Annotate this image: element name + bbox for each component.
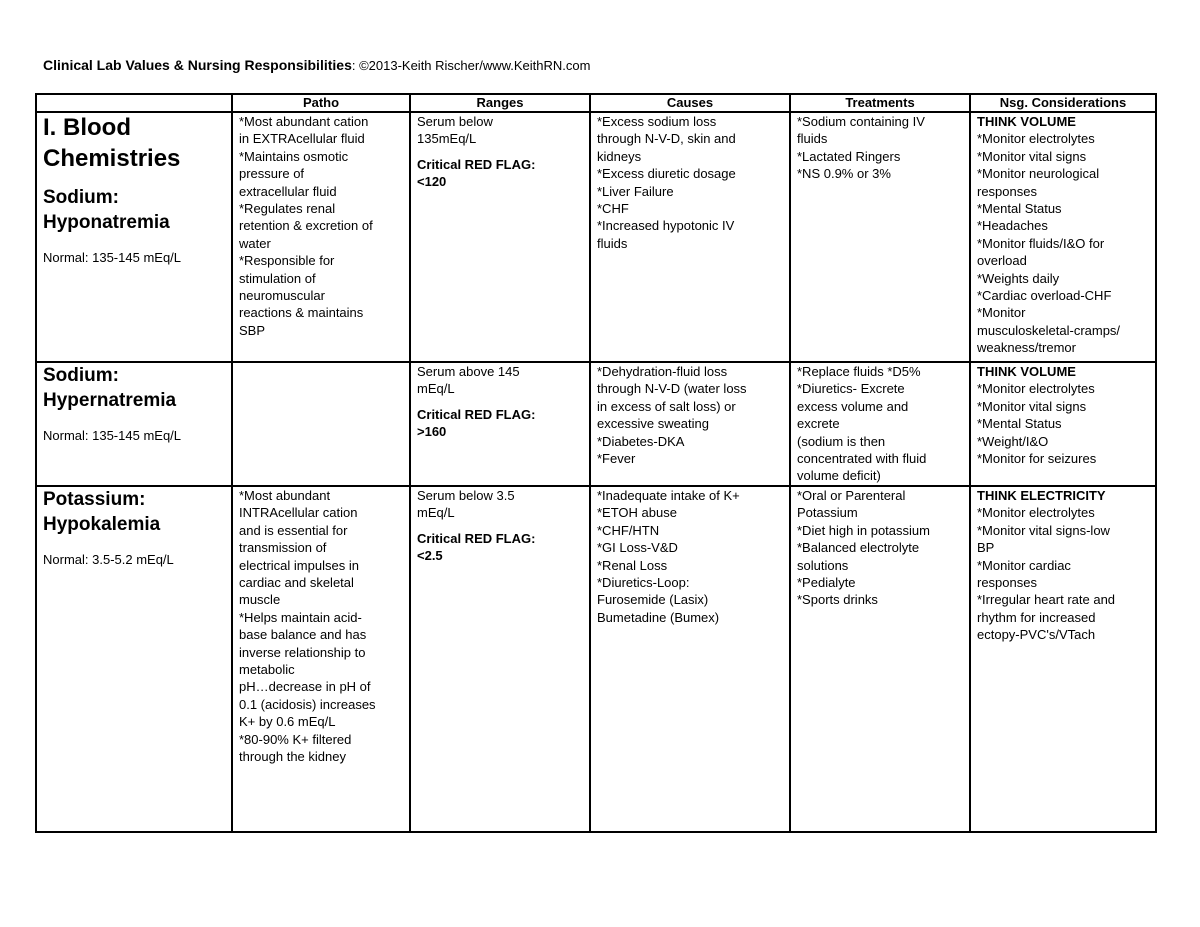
treatments-cell: *Oral or Parenteral Potassium *Diet high in potassium *Balanced electrolyte solutions *Pedialyte *Sports drinks (790, 486, 970, 832)
patho-cell: *Most abundant INTRAcellular cation and is essential for transmission of electrical impulses in cardiac and skeletal muscle *Helps maintain acid- base balance and has inverse relationship to metabolic pH…decrease in pH of 0.1 (acidosis) increases K+ by 0.6 mEq/L *80-90% K+ filtered through the kidney (232, 486, 410, 832)
nsg-considerations-cell: THINK ELECTRICITY *Monitor electrolytes *Monitor vital signs-low BP *Monitor cardiac responses *Irregular heart rate and rhythm for increased ectopy-PVC's/VTach (970, 486, 1156, 832)
table-row-hypernatremia (36, 362, 1156, 486)
normal-range: Normal: 135-145 mEq/L (43, 428, 182, 443)
document-title (43, 57, 590, 73)
patho-cell (232, 362, 410, 486)
header-ranges: Ranges (410, 94, 590, 112)
normal-range: Normal: 3.5-5.2 mEq/L (43, 552, 174, 567)
causes-cell: *Inadequate intake of K+ *ETOH abuse *CHF/HTN *GI Loss-V&D *Renal Loss *Diuretics-Loop: Furosemide (Lasix) Bumetadine (Bumex) (590, 486, 790, 832)
condition-name: Potassium: Hypokalemia (43, 489, 161, 535)
treatments-cell: *Sodium containing IV fluids *Lactated Ringers *NS 0.9% or 3% (790, 112, 970, 362)
category-cell (36, 486, 232, 832)
document-title-main: Clinical Lab Values & Nursing Responsibilities (43, 57, 352, 73)
header-causes: Causes (590, 94, 790, 112)
critical-flag-value: <2.5 (417, 548, 443, 564)
document-title-credit: : ©2013-Keith Rischer/www.KeithRN.com (351, 58, 591, 73)
ranges-cell: Serum above 145 mEq/L Critical RED FLAG: >160 (410, 362, 590, 486)
patho-cell: *Most abundant cation in EXTRAcellular fluid *Maintains osmotic pressure of extracellular fluid *Regulates renal retention & excretion of water *Responsible for stimulation of neuromuscular reactions & maintains SBP (232, 112, 410, 362)
causes-cell: *Excess sodium loss through N-V-D, skin and kidneys *Excess diuretic dosage *Liver Failure *CHF *Increased hypotonic IV fluids (590, 112, 790, 362)
table-header-row (36, 94, 1156, 112)
causes-cell: *Dehydration-fluid loss through N-V-D (water loss in excess of salt loss) or excessive sweating *Diabetes-DKA *Fever (590, 362, 790, 486)
nsg-heading: THINK VOLUME (977, 364, 1076, 379)
ranges-cell: Serum below 3.5 mEq/L Critical RED FLAG: <2.5 (410, 486, 590, 832)
table-row-hypokalemia (36, 486, 1156, 832)
lab-values-table (35, 93, 1157, 833)
category-cell (36, 112, 232, 362)
nsg-heading: THINK ELECTRICITY (977, 488, 1106, 503)
treatments-cell: *Replace fluids *D5% *Diuretics- Excrete excess volume and excrete (sodium is then concentrated with fluid volume deficit) (790, 362, 970, 486)
nsg-considerations-cell: THINK VOLUME *Monitor electrolytes *Monitor vital signs *Monitor neurological responses *Mental Status *Headaches *Monitor fluids/I&O for overload *Weights daily *Cardiac overload-CHF *Monitor musculoskeletal-cramps/ weakness/tremor (970, 112, 1156, 362)
table-row-hyponatremia (36, 112, 1156, 362)
critical-flag-value: >160 (417, 424, 447, 440)
condition-name: Sodium: Hyponatremia (43, 187, 170, 233)
nsg-considerations-cell: THINK VOLUME *Monitor electrolytes *Monitor vital signs *Mental Status *Weight/I&O *Monitor for seizures (970, 362, 1156, 486)
critical-flag-label: Critical RED FLAG: (417, 530, 536, 546)
critical-flag-value: <120 (417, 174, 447, 190)
section-heading: I. Blood Chemistries (43, 114, 181, 172)
nsg-heading: THINK VOLUME (977, 114, 1076, 129)
header-nsg-considerations: Nsg. Considerations (970, 94, 1156, 112)
header-patho: Patho (232, 94, 410, 112)
critical-flag-label: Critical RED FLAG: (417, 406, 536, 422)
category-cell (36, 362, 232, 486)
ranges-cell: Serum below 135mEq/L Critical RED FLAG: <120 (410, 112, 590, 362)
critical-flag-label: Critical RED FLAG: (417, 156, 536, 172)
condition-name: Sodium: Hypernatremia (43, 365, 177, 411)
header-category (36, 94, 232, 112)
normal-range: Normal: 135-145 mEq/L (43, 250, 182, 265)
header-treatments: Treatments (790, 94, 970, 112)
